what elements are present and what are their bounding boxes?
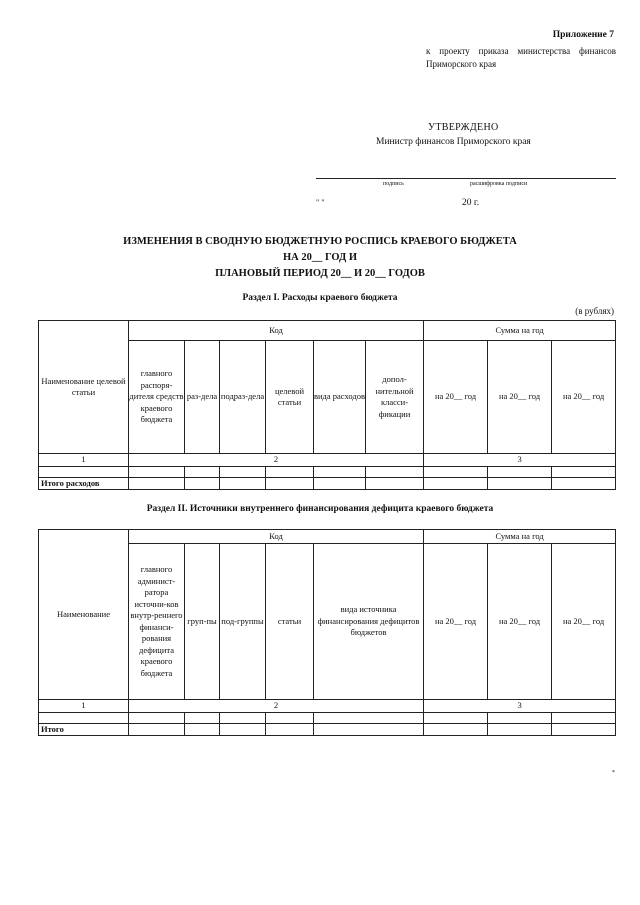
col-year-2: на 20__ год (488, 341, 552, 454)
col-item: статьи (266, 544, 314, 700)
name-col-header: Наименование целевой статьи (39, 321, 129, 454)
col-main-manager: главного распоря-дителя средств краевого бюджета (129, 341, 185, 454)
signature-decode-caption: расшифровка подписи (470, 181, 528, 187)
col-year-1: на 20__ год (424, 341, 488, 454)
doc-title-line1: ИЗМЕНЕНИЯ В СВОДНУЮ БЮДЖЕТНУЮ РОСПИСЬ КРАЕВОГО БЮДЖЕТА (123, 236, 517, 247)
corner-mark: * (612, 770, 615, 776)
code-header: Код (129, 321, 424, 341)
expenses-table (38, 320, 616, 490)
signature-line (316, 178, 616, 179)
num-3: 3 (424, 454, 616, 467)
table-row (39, 466, 616, 477)
table-row (39, 723, 616, 736)
col-source-type: вида источника финансирования дефицитов бюджетов (314, 544, 424, 700)
num-3: 3 (424, 700, 616, 713)
table-row (39, 477, 616, 490)
total-label: Итого (39, 723, 129, 736)
appendix-label: Приложение 7 (552, 30, 614, 40)
col-target-item: целевой статьи (266, 341, 314, 454)
col-subgroup: под-группы (220, 544, 266, 700)
signature-caption: подпись (383, 181, 404, 187)
num-2: 2 (129, 700, 424, 713)
name-col-header: Наименование (39, 530, 129, 700)
approved-label: УТВЕРЖДЕНО (428, 122, 499, 133)
col-group: груп-пы (185, 544, 220, 700)
table-row (39, 712, 616, 723)
col-main-admin: главного админист-ратора источни-ков внутр-реннего финанси-рования дефицита краевого бюджета (129, 544, 185, 700)
num-1: 1 (39, 454, 129, 467)
to-project-text: к проекту приказа министерства финансов Приморского края (426, 46, 616, 69)
code-header: Код (129, 530, 424, 544)
num-2: 2 (129, 454, 424, 467)
sum-header: Сумма на год (424, 321, 616, 341)
col-year-3: на 20__ год (552, 544, 616, 700)
col-year-1: на 20__ год (424, 544, 488, 700)
unit-label: (в рублях) (575, 306, 614, 316)
col-year-3: на 20__ год (552, 341, 616, 454)
total-expenses-label: Итого расходов (39, 477, 129, 490)
sum-header: Сумма на год (424, 530, 616, 544)
doc-title-line3: ПЛАНОВЫЙ ПЕРИОД 20__ И 20__ ГОДОВ (215, 268, 425, 279)
minister-label: Министр финансов Приморского края (376, 137, 531, 147)
col-subsection: подраз-дела (220, 341, 266, 454)
doc-title-line2: НА 20__ ГОД И (282, 252, 358, 263)
date-year: 20 г. (462, 198, 480, 208)
col-additional-class: допол-нительной класси-фикации (366, 341, 424, 454)
date-quotes: " " (316, 198, 325, 207)
col-year-2: на 20__ год (488, 544, 552, 700)
section2-title: Раздел II. Источники внутреннего финансирования дефицита краевого бюджета (146, 504, 494, 514)
num-1: 1 (39, 700, 129, 713)
col-section: раз-дела (185, 341, 220, 454)
sources-table (38, 529, 616, 736)
col-expense-type: вида расходов (314, 341, 366, 454)
section1-title: Раздел I. Расходы краевого бюджета (242, 293, 398, 303)
